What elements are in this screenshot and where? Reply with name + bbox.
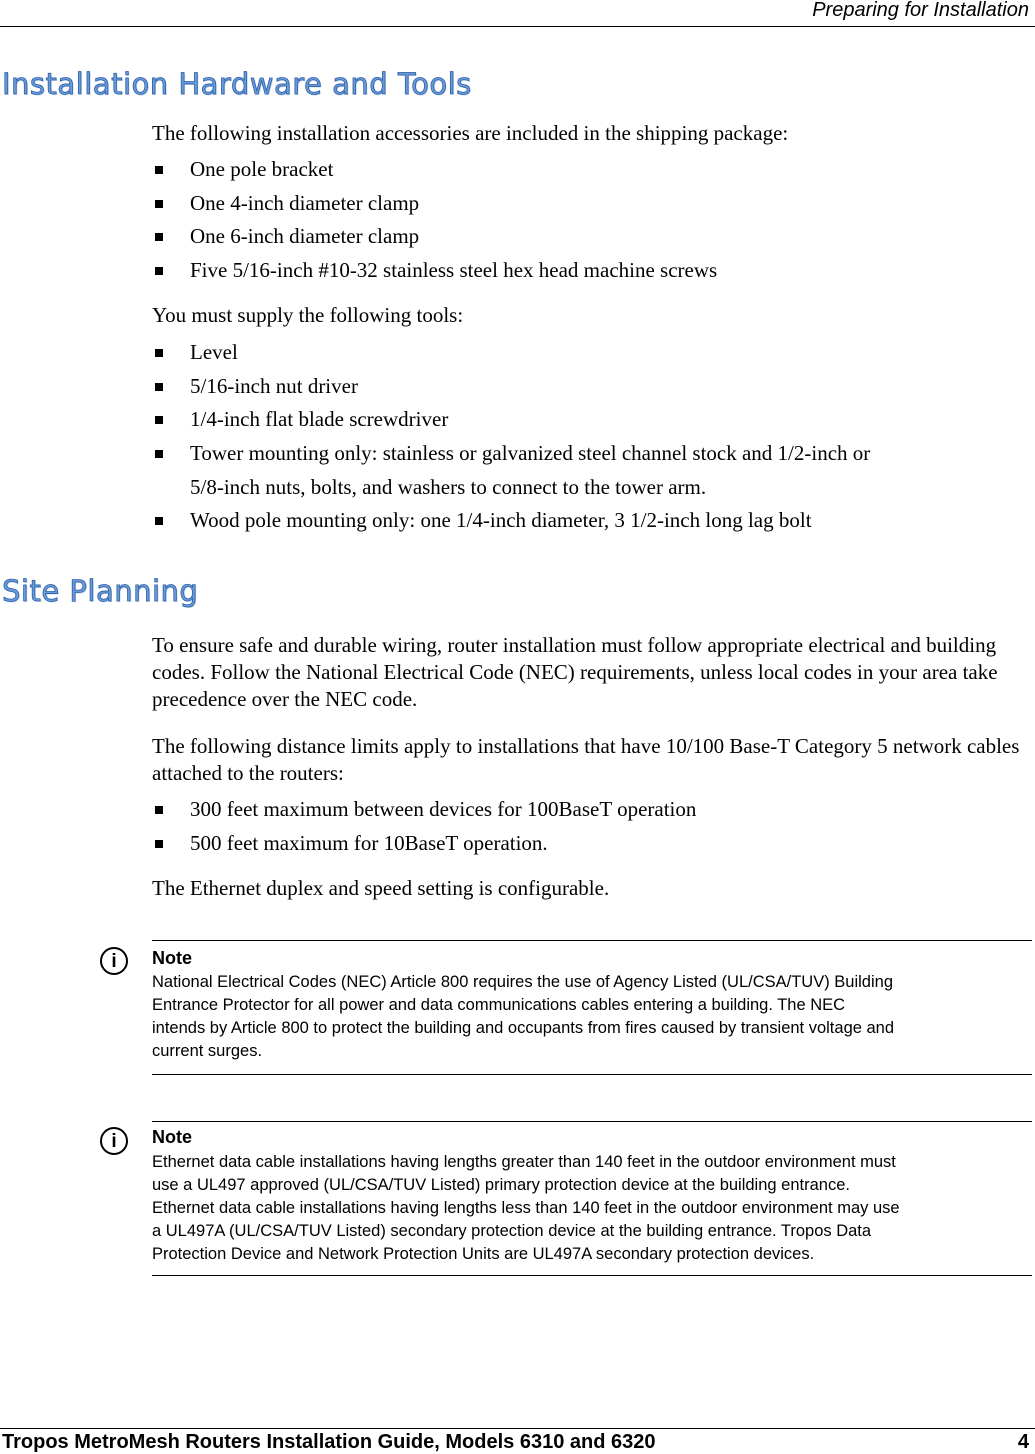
note-line: intends by Article 800 to protect the building and occupants from fires caused by transient voltage and (152, 1019, 895, 1037)
list-item: One pole bracket (152, 156, 717, 190)
note-line: Ethernet data cable installations having lengths greater than 140 feet in the outdoor environment must (152, 1153, 896, 1171)
distance-limits-list (152, 796, 696, 863)
list-item-line: Tower mounting only: stainless or galvanized steel channel stock and 1/2-inch or (190, 440, 871, 465)
note-text (152, 971, 1012, 1063)
section-title-hardware: Installation Hardware and Tools (2, 67, 472, 101)
note-box (100, 940, 1032, 1080)
note-line: use a UL497 approved (UL/CSA/TUV Listed) primary protection device at the building entrance. (152, 1176, 850, 1194)
footer-rule (0, 1428, 1035, 1429)
note-line: a UL497A (UL/CSA/TUV Listed) secondary protection device at the building entrance. Tropos Data (152, 1222, 872, 1240)
note-box (100, 1121, 1032, 1281)
note-label: Note (152, 1127, 192, 1147)
list-item: One 6-inch diameter clamp (152, 223, 717, 257)
note-line: Protection Device and Network Protection Units are UL497A secondary protection devices. (152, 1245, 815, 1263)
accessories-intro: The following installation accessories are included in the shipping package: (152, 121, 789, 145)
note-bottom-rule (152, 1074, 1032, 1075)
list-item: 5/16-inch nut driver (152, 373, 870, 407)
site-planning-para-3: The Ethernet duplex and speed setting is configurable. (152, 876, 610, 900)
header-rule (0, 26, 1035, 27)
note-bottom-rule (152, 1275, 1032, 1276)
list-item: Wood pole mounting only: one 1/4-inch diameter, 3 1/2-inch long lag bolt (152, 507, 870, 541)
tools-list (152, 339, 870, 540)
page-number: 4 (1017, 1431, 1029, 1453)
list-item: One 4-inch diameter clamp (152, 190, 717, 224)
note-text (152, 1151, 1012, 1266)
tools-intro: You must supply the following tools: (152, 303, 464, 327)
site-planning-para-1: To ensure safe and durable wiring, router installation must follow appropriate electrical and building codes. Follow the National Electrical Code (NEC) requirements, unless local codes in your area take precedence over the NEC code. (152, 633, 998, 711)
note-line: current surges. (152, 1042, 263, 1060)
info-icon: i (100, 1127, 128, 1155)
note-top-rule (152, 1121, 1032, 1122)
list-item: 300 feet maximum between devices for 100BaseT operation (152, 796, 696, 830)
footer-title: Tropos MetroMesh Routers Installation Guide, Models 6310 and 6320 (2, 1431, 656, 1453)
list-item: Five 5/16-inch #10-32 stainless steel hex head machine screws (152, 257, 717, 291)
note-line: Entrance Protector for all power and data communications cables entering a building. The NEC (152, 996, 846, 1014)
list-item: 1/4-inch flat blade screwdriver (152, 406, 870, 440)
list-item: Level (152, 339, 870, 373)
note-label: Note (152, 948, 192, 968)
running-header: Preparing for Installation (812, 0, 1029, 21)
info-icon: i (100, 947, 128, 975)
list-item-line: 5/8-inch nuts, bolts, and washers to connect to the tower arm. (190, 474, 707, 499)
note-line: National Electrical Codes (NEC) Article 800 requires the use of Agency Listed (UL/CSA/TUV) Building (152, 973, 894, 991)
list-item (152, 440, 870, 507)
note-line: Ethernet data cable installations having lengths less than 140 feet in the outdoor environment may use (152, 1199, 900, 1217)
list-item: 500 feet maximum for 10BaseT operation. (152, 830, 696, 864)
accessories-list (152, 156, 717, 290)
section-title-site-planning: Site Planning (2, 574, 199, 608)
note-top-rule (152, 940, 1032, 941)
site-planning-para-2: The following distance limits apply to installations that have 10/100 Base-T Category 5 network cables attached to the routers: (152, 734, 1020, 785)
